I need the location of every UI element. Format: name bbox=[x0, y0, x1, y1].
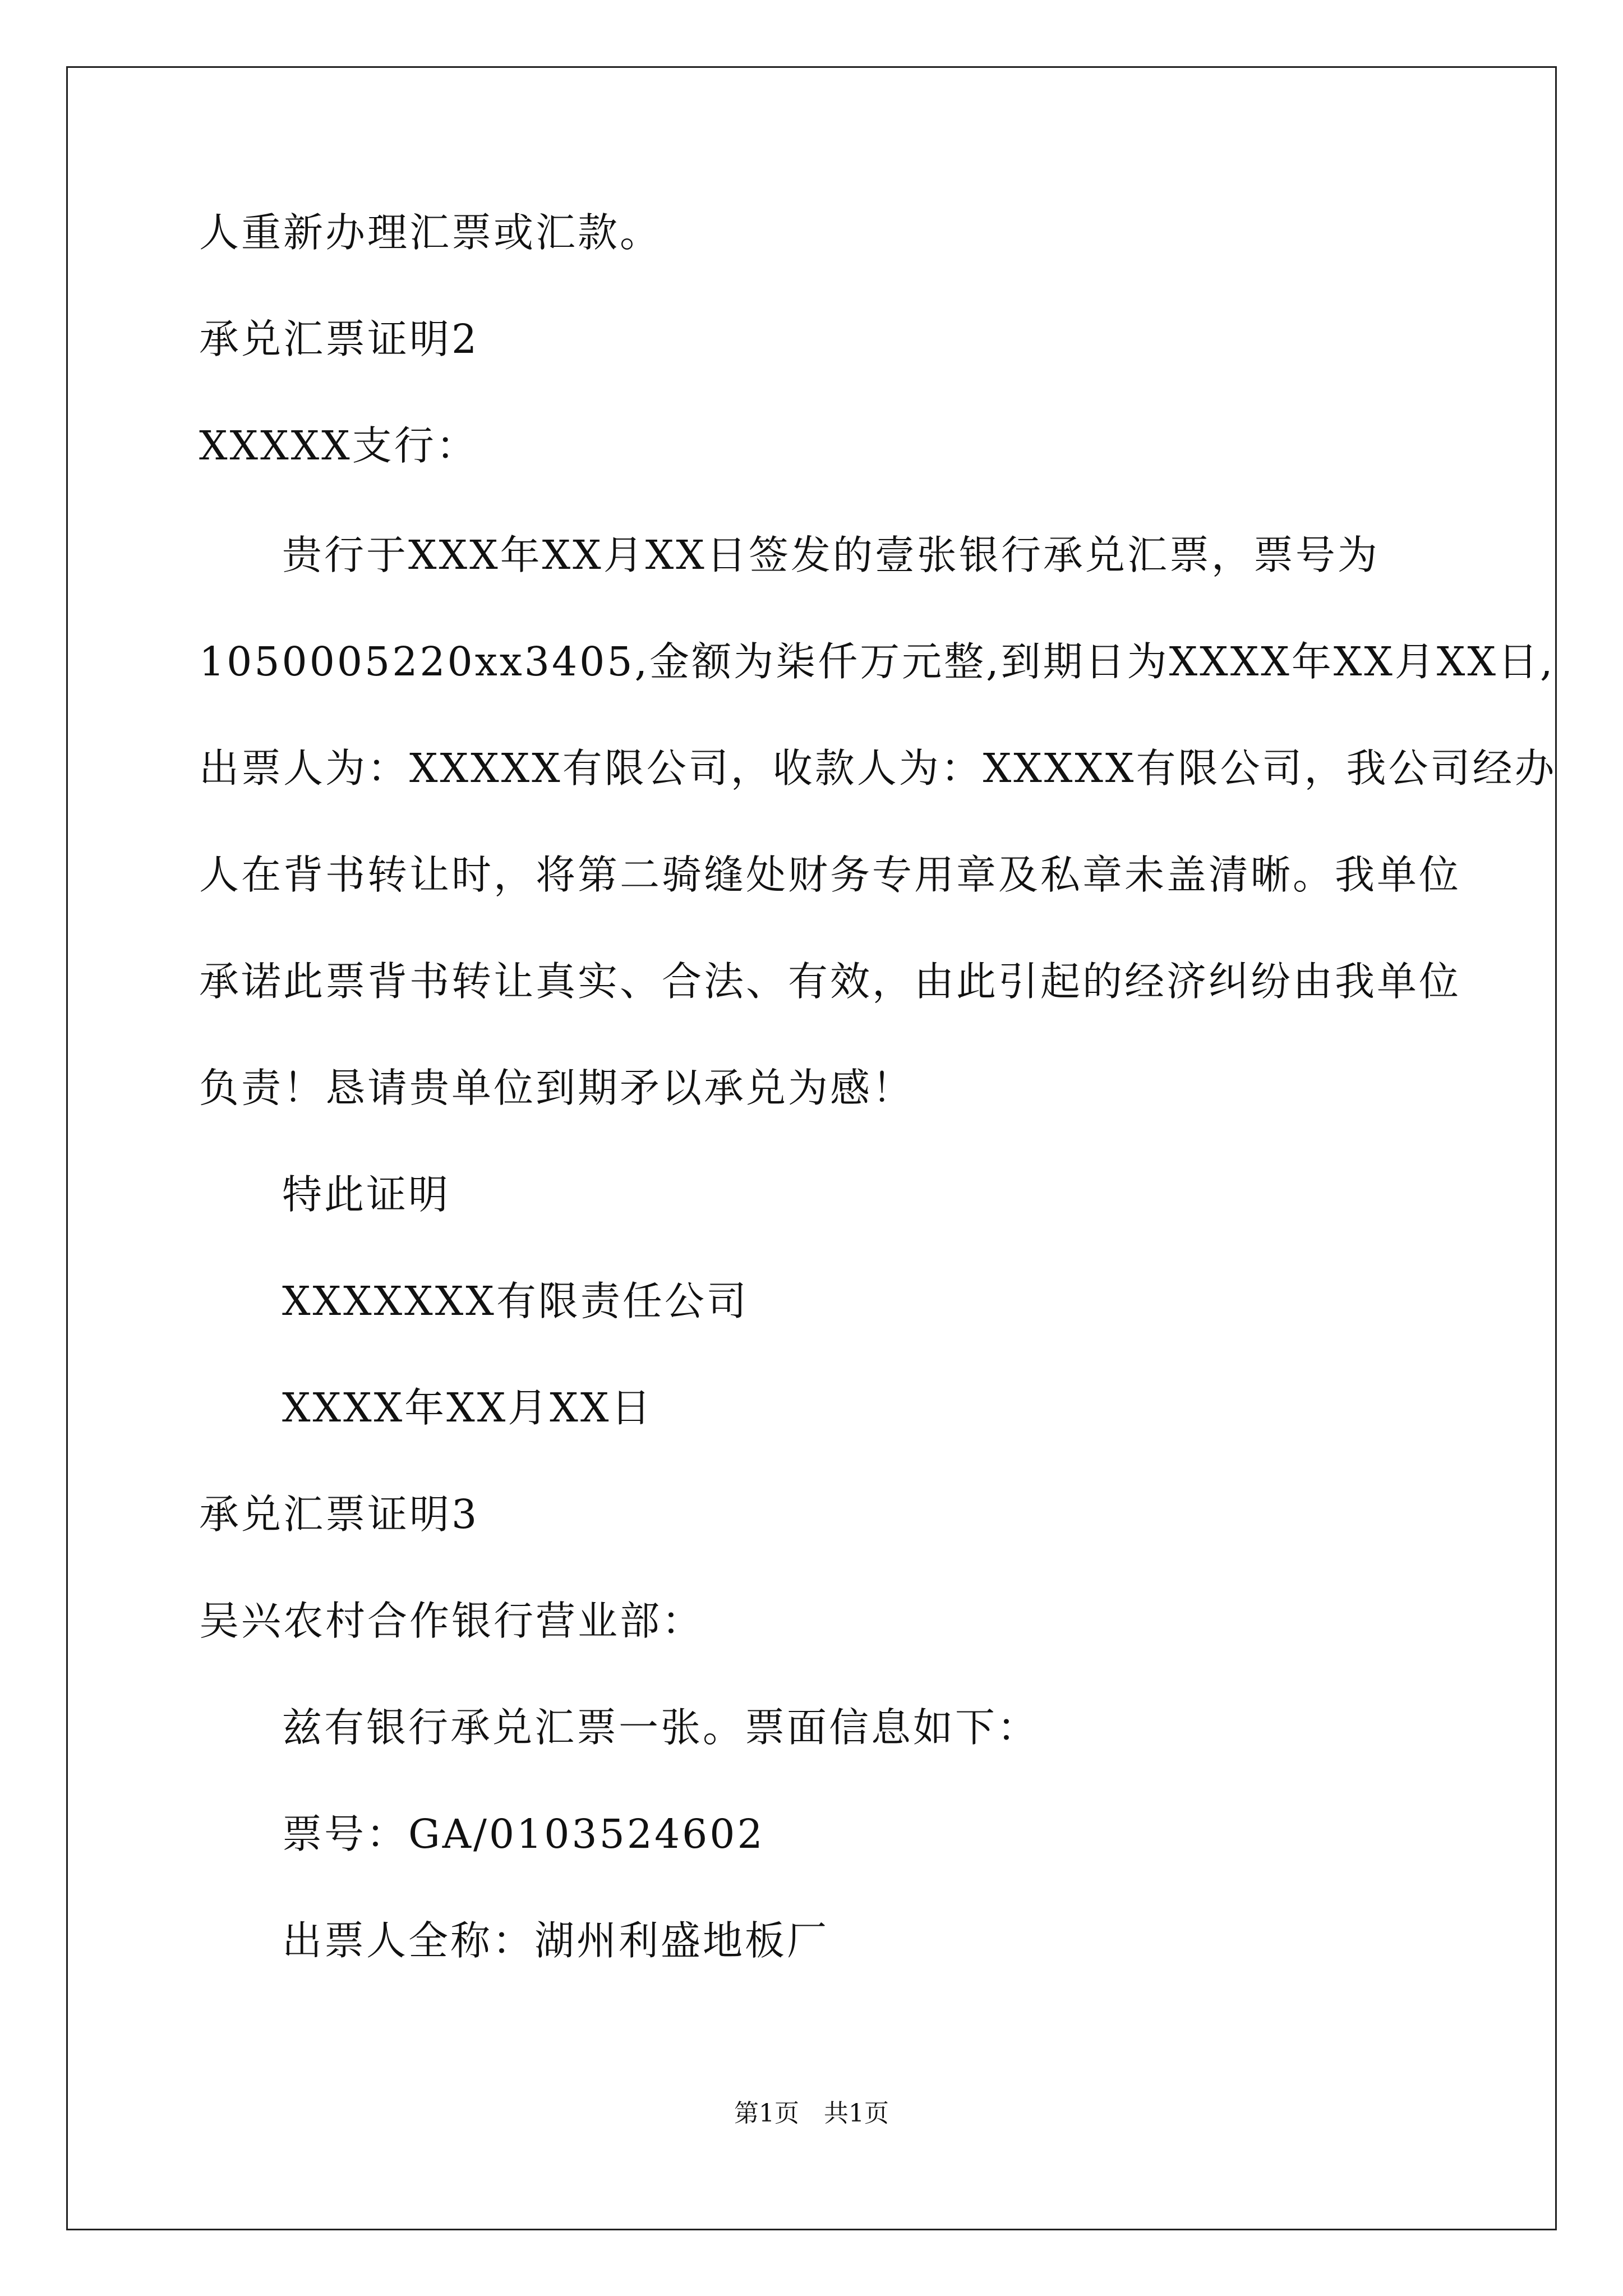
body-paragraph-line-6: 负责！恳请贵单位到期矛以承兑为感！ bbox=[199, 1065, 915, 1111]
signatory-company: XXXXXXX有限责任公司 bbox=[282, 1278, 749, 1324]
closing-statement: 特此证明 bbox=[282, 1171, 451, 1218]
addressee-line-2: 吴兴农村合作银行营业部： bbox=[199, 1598, 704, 1644]
section-heading-2: 承兑汇票证明2 bbox=[199, 316, 479, 362]
body-paragraph-line-2: 1050005220xx3405,金额为柒仟万元整,到期日为XXXX年XX月XX日, bbox=[199, 638, 1555, 685]
page-number-footer: 第1页 共1页 bbox=[734, 2099, 889, 2128]
body-paragraph-line-3: 出票人为：XXXXX有限公司，收款人为：XXXXX有限公司，我公司经办 bbox=[199, 745, 1557, 792]
addressee-line: XXXXX支行： bbox=[199, 422, 478, 469]
page-border bbox=[66, 66, 1557, 2230]
section-heading-3: 承兑汇票证明3 bbox=[199, 1491, 479, 1538]
body-paragraph-line-4: 人在背书转让时，将第二骑缝处财务专用章及私章未盖清晰。我单位 bbox=[199, 852, 1461, 898]
text-line-continuation: 人重新办理汇票或汇款。 bbox=[199, 209, 662, 256]
drawer-name-line: 出票人全称：湖州利盛地板厂 bbox=[282, 1917, 829, 1964]
signature-date: XXXX年XX月XX日 bbox=[282, 1384, 653, 1431]
body-paragraph-line-5: 承诺此票背书转让真实、合法、有效，由此引起的经济纠纷由我单位 bbox=[199, 958, 1461, 1005]
bill-number-line: 票号：GA/0103524602 bbox=[282, 1811, 765, 1857]
body-paragraph-line-1: 贵行于XXX年XX月XX日签发的壹张银行承兑汇票，票号为 bbox=[282, 532, 1380, 578]
info-intro-line: 兹有银行承兑汇票一张。票面信息如下： bbox=[282, 1704, 1040, 1751]
